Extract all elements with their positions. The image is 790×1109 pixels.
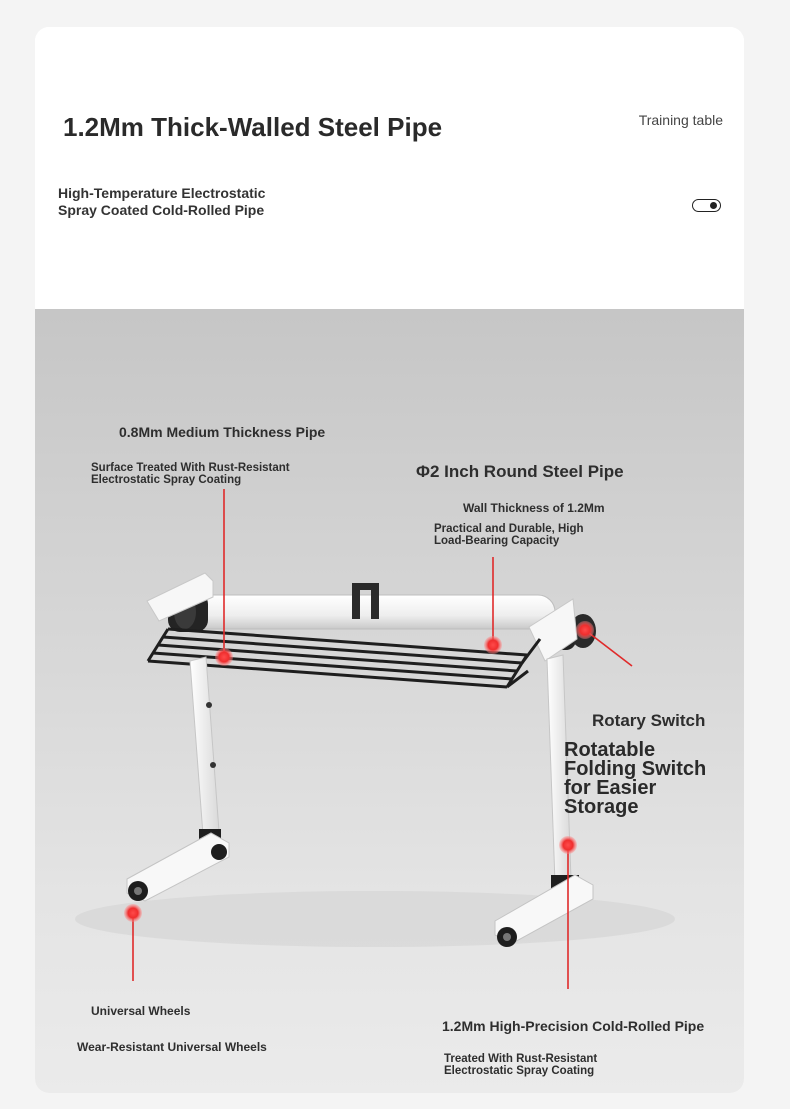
round-pipe-sub: Wall Thickness of 1.2Mm	[463, 501, 605, 515]
medium-pipe-marker	[215, 648, 233, 666]
product-photo	[35, 309, 744, 1093]
medium-pipe-title: 0.8Mm Medium Thickness Pipe	[119, 424, 326, 440]
page-subtitle: High-Temperature Electrostatic Spray Coated Cold-Rolled Pipe	[58, 185, 266, 218]
wheels-marker	[124, 904, 142, 922]
cold-pipe-desc: Treated With Rust-Resistant Electrostatic Spray Coating	[444, 1053, 598, 1077]
header-section	[35, 27, 744, 309]
cold-pipe-title: 1.2Mm High-Precision Cold-Rolled Pipe	[442, 1018, 705, 1034]
rotary-marker	[576, 621, 594, 639]
rotary-title: Rotary Switch	[592, 711, 706, 730]
toggle-knob	[710, 202, 717, 209]
wheels-desc: Wear-Resistant Universal Wheels	[77, 1040, 267, 1054]
page-title: 1.2Mm Thick-Walled Steel Pipe	[63, 112, 443, 142]
product-tag: Training table	[638, 112, 723, 128]
rotary-desc: Rotatable Folding Switch for Easier Storage	[564, 739, 707, 818]
toggle-switch-icon	[692, 199, 721, 212]
round-pipe-marker	[484, 636, 502, 654]
medium-pipe-desc: Surface Treated With Rust-Resistant Electrostatic Spray Coating	[91, 462, 290, 486]
cold-pipe-marker	[559, 836, 577, 854]
product-card	[35, 27, 744, 1093]
wheels-title: Universal Wheels	[91, 1004, 191, 1018]
round-pipe-title: Φ2 Inch Round Steel Pipe	[416, 462, 624, 481]
round-pipe-desc: Practical and Durable, High Load-Bearing Capacity	[434, 523, 584, 547]
